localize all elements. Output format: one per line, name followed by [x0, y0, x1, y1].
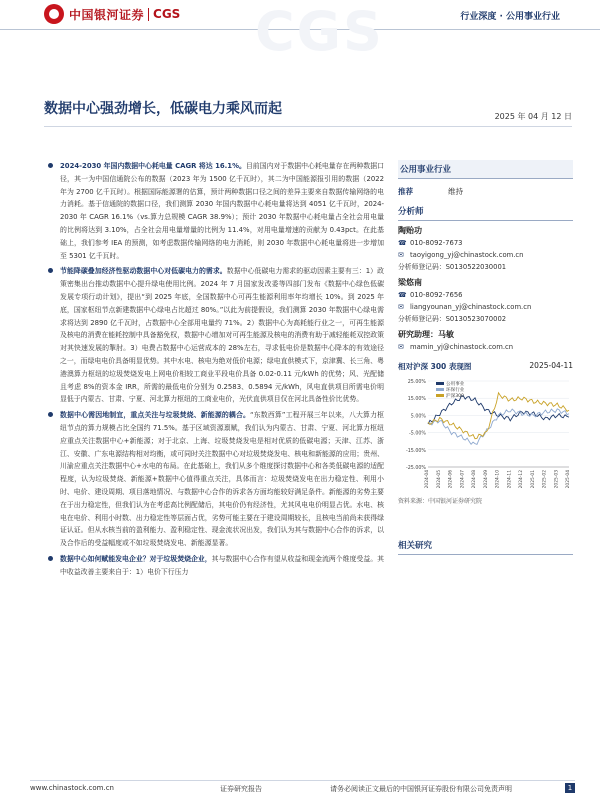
sidebar — [398, 160, 573, 555]
logo-divider — [148, 8, 149, 21]
summary-paragraph — [46, 265, 384, 406]
email-icon: ✉ — [398, 303, 404, 311]
email-icon: ✉ — [398, 343, 404, 351]
analyst-phone: 010-8092-7673 — [410, 239, 463, 247]
footer-disclaimer: 请务必阅读正文最后的中国银河证券股份有限公司免责声明 — [330, 785, 512, 793]
logo-icon — [44, 4, 64, 24]
analyst-email[interactable]: taoyigong_yj@chinastock.com.cn — [410, 251, 524, 259]
chart-source: 资料来源：中国银河证券研究院 — [398, 498, 483, 505]
rating-row — [398, 186, 573, 197]
performance-chart-svg — [398, 375, 573, 493]
bullet-icon — [48, 268, 53, 273]
x-tick-label: 2024-09 — [483, 470, 489, 489]
x-tick-label: 2024-10 — [495, 470, 501, 489]
bullet-icon — [48, 163, 53, 168]
page-header — [0, 0, 600, 63]
analyst-email[interactable]: liangyounan_yj@chinastock.com.cn — [410, 303, 532, 311]
x-tick-label: 2025-03 — [554, 470, 560, 489]
related-research-heading: 相关研究 — [398, 539, 573, 555]
footer-doc-type: 证券研究报告 — [220, 785, 262, 793]
legend-swatch — [436, 382, 444, 385]
y-tick-label: -25.00% — [405, 466, 426, 471]
page-number: 1 — [565, 783, 575, 793]
y-tick-label: 5.00% — [410, 414, 426, 420]
summary-paragraph — [46, 553, 384, 579]
brand-name-cn: 中国银河证券 — [69, 7, 145, 22]
series-line-2 — [428, 409, 569, 445]
paragraph-text: 数据中心低碳电力需求的驱动因素主要有三：1）政策密集出台推动数据中心提升绿电使用比例。2024 年 7 月国家发改委等四部门发布《数据中心绿色低碳发展专项行动计划》，提出“到 2025 年底，全国数据中心可再生能源利用率年均增长 10%。到 2025 年底，国家枢纽节点新建数据中心绿电占比超过 80%。”以此为前提假设，我们测算 2030 年数据中心绿电需求将达到 2890 亿千瓦时，占数据中心全部用电量约 71%。2）数据中心为高耗能行业之一，可再生能源及核电的消费在能耗控制中具备豁免权，数据中心增加对可再生能源及核电的消费有助于减轻能耗双控政策对其快速发展的掣肘。3）电费占数据中心运营成本的 28%左右，寻求低电价是数据中心降本的有效途径之一，而绿电电价具备明显优势。其中水电、核电为绝对低价电源；绿电直供模式下，京津冀、长三角、粤港澳算力枢纽的垃圾焚烧发电上网电价相较工商业平段电价具备 0.02-0.11 元/kWh 的优势；风、光配储且考虑 8%的资本金 IRR，所需的最低电价分别为 0.2583、0.5894 元/kWh，风电直供项目所需电价明显低于内蒙古、甘肃、宁夏、河北算力枢纽的工商业电价，光伏直供项目仅在河北具备性价比优势。 — [60, 267, 385, 404]
chart-date: 2025-04-11 — [529, 361, 573, 370]
series-line-1 — [428, 396, 569, 424]
rating-label: 推荐 — [398, 187, 413, 196]
analyst-block — [398, 225, 573, 353]
summary-paragraph — [46, 409, 384, 550]
paragraph-headline: 数据中心如何赋能发电企业？对于垃圾焚烧企业， — [60, 554, 212, 563]
report-title: 数据中心强劲增长，低碳电力乘风而起 — [44, 101, 282, 117]
legend-swatch — [436, 388, 444, 391]
bullet-icon — [48, 556, 53, 561]
x-tick-label: 2024-04 — [425, 470, 430, 489]
x-tick-label: 2024-12 — [519, 470, 524, 489]
analyst-name: 梁悠南 — [398, 278, 422, 287]
chart-heading: 相对沪深 300 表现图 — [398, 362, 472, 371]
y-tick-label: -15.00% — [405, 448, 426, 454]
analyst-heading: 分析师 — [398, 205, 573, 221]
y-tick-label: 25.00% — [407, 380, 426, 385]
chart-heading-row — [398, 361, 573, 372]
main-content — [46, 160, 384, 582]
brand-logo — [44, 4, 180, 24]
x-tick-label: 2024-08 — [472, 470, 477, 489]
title-divider — [44, 126, 572, 127]
x-tick-label: 2024-11 — [507, 470, 513, 489]
bullet-icon — [48, 412, 53, 417]
paragraph-headline: 数据中心需因地制宜，重点关注与垃圾焚烧、新能源的耦合。 — [60, 411, 251, 420]
legend-label: 沪深300 — [446, 394, 464, 399]
paragraph-headline: 2024-2030 年国内数据中心耗电量 CAGR 将达 16.1%。 — [60, 162, 246, 170]
x-tick-label: 2025-02 — [542, 470, 548, 489]
paragraph-text: 目前国内对于数据中心耗电量存在两种数据口径，其一为中国信通院公布的数据（2023 年为 1500 亿千瓦时），其二为中国能源报引用的数据（2022 年为 2700 亿千瓦时）。根据国际能源署的估算，预计两种数据口径之间的差异主要来自数据传输网络的电力消耗。基于信通院的数据口径，我们测算 2030 年国内数据中心耗电量将达到 4051 亿千瓦时，2024-2030 年 CAGR 16.1%（vs.算力总规模 CAGR 38.9%）；预计 2030 年数据中心耗电量占全社会用电量的比例将达到 3.10%，占全社会用电量增量的比例为 11.4%，对用电量增速的贡献为 0.43pct。在此基础上，我们参考 IEA 的预测，如考虑数据传输网络的电力消耗，则 2030 年数据中心耗电量将进一步增加至 5301 亿千瓦时。 — [60, 162, 384, 260]
x-tick-label: 2025-01 — [530, 470, 536, 489]
watermark: CGS — [255, 0, 384, 63]
footer-site[interactable]: www.chinastock.com.cn — [30, 784, 114, 792]
report-date: 2025 年 04 月 12 日 — [494, 112, 572, 121]
summary-paragraph — [46, 160, 384, 262]
legend-swatch — [436, 394, 444, 397]
analyst-phone: 010-8092-7656 — [410, 291, 463, 299]
assistant-label: 研究助理：马敏 — [398, 330, 454, 339]
legend-label: 公用事业 — [446, 382, 465, 387]
legend-label: 环保行业 — [446, 388, 465, 393]
performance-chart — [398, 375, 573, 493]
x-tick-label: 2024-06 — [448, 470, 454, 489]
assistant-email[interactable]: mamin_yj@chinastock.com.cn — [410, 343, 514, 351]
analyst-cert: 分析师登记码：S0130523070002 — [398, 315, 507, 323]
phone-icon: ☎ — [398, 291, 407, 299]
page-footer — [30, 780, 575, 794]
y-tick-label: -5.00% — [409, 431, 426, 437]
analyst-name: 陶贻功 — [398, 226, 422, 235]
industry-heading: 公用事业行业 — [398, 160, 573, 179]
phone-icon: ☎ — [398, 239, 407, 247]
paragraph-headline: 节能降碳叠加经济性驱动数据中心对低碳电力的需求。 — [60, 267, 227, 276]
analyst-cert: 分析师登记码：S0130522030001 — [398, 263, 507, 271]
paragraph-text: “东数西算”工程开展三年以来，八大算力枢纽节点的算力规模占比全国约 71.5%。基于区域资源禀赋，我们认为内蒙古、甘肃、宁夏、河北算力枢纽应重点关注数据中心+新能源；对于北京、上海、垃圾焚烧发电是相对优质的低碳电源；天津、江苏、浙江、安徽、广东电源结构相对均衡，或可同时关注数据中心对垃圾焚烧发电、核电和新能源的应用；贵州、川渝应重点关注数据中心+水电的布局。在此基础上，我们从多个维度探讨数据中心和各类低碳电源的适配程度，认为垃圾焚烧、新能源+数据中心值得重点关注，具体而言：垃圾焚烧发电在出力稳定性、利用小时、电价、建设周期、项目落地情况、与数据中心合作的诉求各方面均能较好满足条件。新能源的劣势主要在于出力稳定性，但我们认为在考虑高比例配储后，其电价仍有经济性，尤其风电电价明显占优。水电、核电在电价、利用小时数、出力稳定性等层面占优，劣势可能主要在于建设周期较长，且核电当前尚未获得绿证认证。但从水核当前的盈利能力、盈利稳定性、现金流状况出发，我们认为其与数据中心合作的诉求，以及合作后的受益幅度或不如垃圾焚烧发电、新能源显著。 — [60, 411, 385, 548]
x-tick-label: 2024-07 — [460, 470, 466, 489]
report-category: 行业深度 · 公用事业行业 — [460, 12, 560, 22]
y-tick-label: 15.00% — [407, 397, 426, 403]
x-tick-label: 2024-05 — [436, 470, 442, 489]
rating-value: 维持 — [448, 187, 463, 196]
paragraph-text: 其与数据中心合作有望从收益和现金流两个维度受益。其中收益改善主要来自于：1）电价下行压力 — [60, 554, 385, 576]
brand-name-en: CGS — [153, 7, 181, 21]
email-icon: ✉ — [398, 251, 404, 259]
x-tick-label: 2025-04 — [566, 470, 571, 489]
